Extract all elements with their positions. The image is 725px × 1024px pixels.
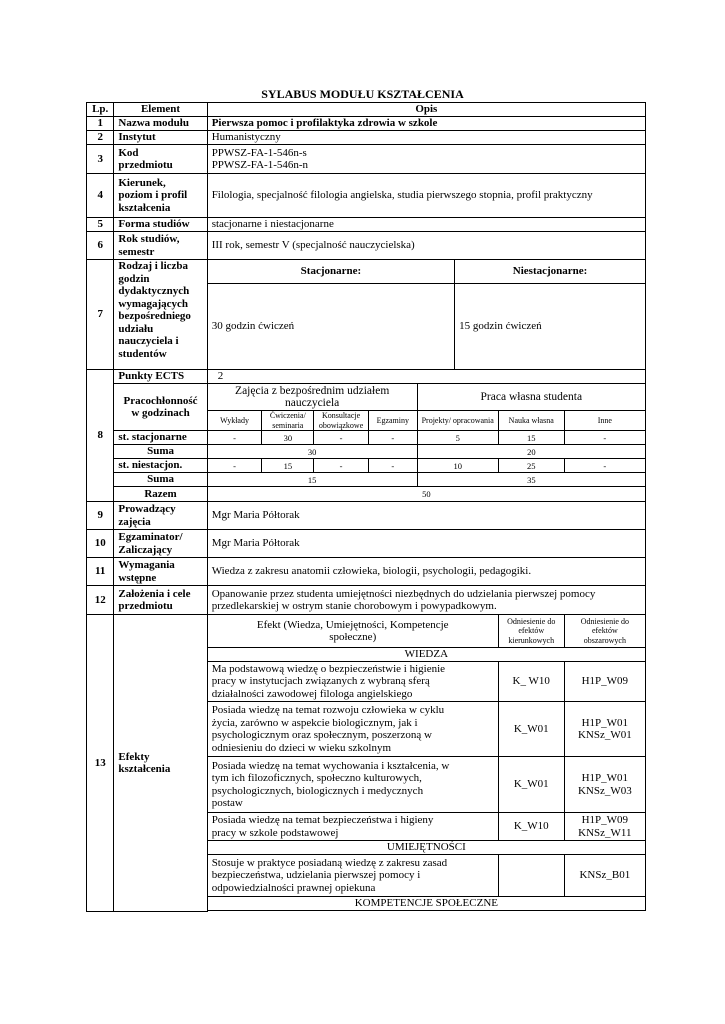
row-label: Rodzaj i liczba godzin dydaktycznych wymagających bezpośredniego udziału nauczyciela i studentów [114,260,207,370]
hours-cell: - [564,459,645,473]
row-8-stac-sum [87,445,646,459]
row-number: 8 [87,370,114,502]
row-number: 5 [87,218,114,232]
effect-text: Ma podstawową wiedzę o bezpieczeństwie i higienie pracy w instytucjach związanych z wybraną sferą działalności zawodowej filologa angielskiego [207,662,498,702]
row-3 [87,145,646,174]
row-label: Forma studiów [114,218,207,232]
hours-cell: 10 [417,459,498,473]
institute-value: Humanistyczny [207,131,645,145]
total-cell: 50 [207,487,645,502]
field-of-study: Filologia, specjalność filologia angielska, studia pierwszego stopnia, profil praktyczny [207,174,645,218]
row-8-ects [87,370,646,384]
row-number: 11 [87,558,114,586]
hours-cell: - [368,431,417,445]
effect-text: Posiada wiedzę na temat wychowania i kształcenia, w tym ich filozoficznych, społeczno kulturowych, psychologicznych, biologicznych i medycznych postaw [207,757,498,813]
column-header: Inne [564,411,645,431]
syllabus-table [86,102,646,912]
row-number: 7 [87,260,114,370]
spacer [207,911,645,912]
year-semester: III rok, semestr V (specjalność nauczycielska) [207,232,645,260]
direction-ref: K_ W10 [498,662,564,702]
area-ref: H1P_W09 [564,662,645,702]
column-header: Ćwiczenia/ seminaria [262,411,314,431]
hours-cell: - [314,459,369,473]
section-title: KOMPETENCJE SPOŁECZNE [207,897,645,911]
extramural-label: st. niestacjon. [114,459,207,473]
row-label: Egzaminator/ Zaliczający [114,530,207,558]
row-13-header [87,615,646,648]
sum-cell: 15 [207,473,417,487]
sum-cell: 30 [207,445,417,459]
direction-ref: K_W01 [498,702,564,757]
column-header: Nauka własna [498,411,564,431]
hours-extramural-value: 15 godzin ćwiczeń [455,284,646,370]
hours-stationary-value: 30 godzin ćwiczeń [207,284,454,370]
hours-cell: 5 [417,431,498,445]
sum-cell: 20 [417,445,645,459]
row-label: Kierunek, poziom i profil kształcenia [114,174,207,218]
row-label: Prowadzący zajęcia [114,502,207,530]
row-9 [87,502,646,530]
header-element: Element [114,103,207,117]
course-objectives: Opanowanie przez studenta umiejętności niezbędnych do udzielania pierwszej pomocy przedlekarskiej w ostrym stanie chorobowym i powypadkowym. [207,586,645,615]
workload-label: Pracochłonność w godzinach [114,384,207,431]
sum-label: Suma [114,445,207,459]
hours-cell: - [564,431,645,445]
hours-extramural-header: Niestacjonarne: [455,260,646,284]
row-8-stac [87,431,646,445]
row-label: Wymagania wstępne [114,558,207,586]
row-number: 9 [87,502,114,530]
row-1 [87,117,646,131]
row-number: 3 [87,145,114,174]
sum-label: Suma [114,473,207,487]
hours-cell: 25 [498,459,564,473]
row-label: Kod przedmiotu [114,145,207,174]
row-8-niestac [87,459,646,473]
row-2 [87,131,646,145]
row-number: 10 [87,530,114,558]
module-name: Pierwsza pomoc i profilaktyka zdrowia w szkole [207,117,645,131]
row-label: Nazwa modułu [114,117,207,131]
header-lp: Lp. [87,103,114,117]
hours-cell: 15 [262,459,314,473]
header-opis: Opis [207,103,645,117]
row-10 [87,530,646,558]
section-title: WIEDZA [207,648,645,662]
row-label: Rok studiów, semestr [114,232,207,260]
area-ref: KNSz_B01 [564,855,645,897]
direction-ref-header: Odniesienie do efektów kierunkowych [498,615,564,648]
row-6 [87,232,646,260]
area-ref: H1P_W09 KNSz_W11 [564,813,645,841]
hours-cell: 15 [498,431,564,445]
direction-ref: K_W10 [498,813,564,841]
effect-text: Stosuje w praktyce posiadaną wiedzę z zakresu zasad bezpieczeństwa, udzielania pierwszej pomocy i odpowiedzialności prawnej opiekuna [207,855,498,897]
row-5 [87,218,646,232]
study-form: stacjonarne i niestacjonarne [207,218,645,232]
row-number: 4 [87,174,114,218]
page-title: SYLABUS MODUŁU KSZTAŁCENIA [261,87,464,101]
examiner: Mgr Maria Półtorak [207,530,645,558]
hours-cell: - [207,431,262,445]
row-4 [87,174,646,218]
row-11 [87,558,646,586]
column-header: Projekty/ opracowania [417,411,498,431]
direction-ref [498,855,564,897]
sum-cell: 35 [417,473,645,487]
effect-text: Posiada wiedzę na temat bezpieczeństwa i higieny pracy w szkole podstawowej [207,813,498,841]
effect-text: Posiada wiedzę na temat rozwoju człowieka w cyklu życia, zarówno w aspekcie biologicznym, jak i psychologicznym oraz społecznym, poszerzoną w odniesieniu do dzieci w wieku szkolnym [207,702,498,757]
hours-stationary-header: Stacjonarne: [207,260,454,284]
header-row [87,103,646,117]
column-header: Konsultacje obowiązkowe [314,411,369,431]
row-8-niestac-sum [87,473,646,487]
total-label: Razem [114,487,207,502]
row-number: 13 [87,615,114,912]
row-label: Instytut [114,131,207,145]
row-8-groups [87,384,646,411]
area-ref: H1P_W01 KNSz_W03 [564,757,645,813]
row-12 [87,586,646,615]
workload-direct-header: Zajęcia z bezpośrednim udziałem nauczyciela [207,384,417,411]
row-8-total [87,487,646,502]
area-ref: H1P_W01 KNSz_W01 [564,702,645,757]
course-code: PPWSZ-FA-1-546n-s PPWSZ-FA-1-546n-n [207,145,645,174]
row-label: Efekty kształcenia [114,615,207,912]
direction-ref: K_W01 [498,757,564,813]
row-number: 6 [87,232,114,260]
area-ref-header: Odniesienie do efektów obszarowych [564,615,645,648]
ects-label: Punkty ECTS [114,370,207,384]
row-number: 12 [87,586,114,615]
row-number: 1 [87,117,114,131]
stationary-label: st. stacjonarne [114,431,207,445]
effect-header: Efekt (Wiedza, Umiejętności, Kompetencje społeczne) [207,615,498,648]
row-label: Założenia i cele przedmiotu [114,586,207,615]
row-7-header [87,260,646,284]
lecturer: Mgr Maria Półtorak [207,502,645,530]
ects-value: 2 [207,370,645,384]
prerequisites: Wiedza z zakresu anatomii człowieka, biologii, psychologii, pedagogiki. [207,558,645,586]
section-title: UMIEJĘTNOŚCI [207,841,645,855]
hours-cell: - [368,459,417,473]
hours-cell: - [314,431,369,445]
column-header: Wykłady [207,411,262,431]
hours-cell: - [207,459,262,473]
row-number: 2 [87,131,114,145]
hours-cell: 30 [262,431,314,445]
column-header: Egzaminy [368,411,417,431]
workload-own-header: Praca własna studenta [417,384,645,411]
